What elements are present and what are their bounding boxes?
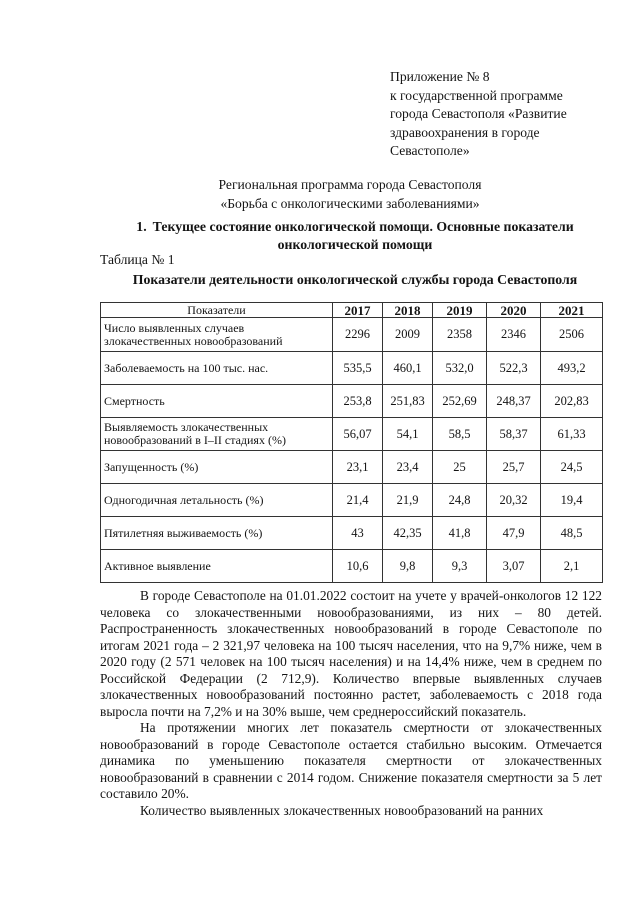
- cell-value: 2346: [487, 318, 541, 352]
- header-year: 2021: [541, 303, 603, 318]
- cell-value: 9,3: [433, 550, 487, 583]
- cell-value: 25: [433, 451, 487, 484]
- cell-value: 248,37: [487, 385, 541, 418]
- section-title: Текущее состояние онкологической помощи. Основные показатели онкологической помощи: [152, 219, 574, 252]
- row-label: Смертность: [101, 385, 333, 418]
- cell-value: 2506: [541, 318, 603, 352]
- cell-value: 23,1: [333, 451, 383, 484]
- cell-value: 41,8: [433, 517, 487, 550]
- table-row: [101, 418, 603, 451]
- row-label: Запущенность (%): [101, 451, 333, 484]
- section-heading: [100, 218, 610, 254]
- cell-value: 2296: [333, 318, 383, 352]
- cell-value: 24,8: [433, 484, 487, 517]
- cell-value: 3,07: [487, 550, 541, 583]
- cell-value: 252,69: [433, 385, 487, 418]
- indicators-table: [100, 302, 603, 583]
- table-header-row: [101, 303, 603, 318]
- table-row: [101, 517, 603, 550]
- paragraph: На протяжении многих лет показатель смертности от злокачественных новообразований в городе Севастополе остается стабильно высоким. Отмечается динамика по уменьшению показателя смертности от злокачественных новообразований в сравнении с 2014 годом. Снижение показателя смертности за 5 лет составило 20%.: [100, 720, 602, 801]
- table-row: [101, 484, 603, 517]
- header-year: 2019: [433, 303, 487, 318]
- table-number: Таблица № 1: [100, 252, 175, 267]
- cell-value: 42,35: [383, 517, 433, 550]
- header-year: 2017: [333, 303, 383, 318]
- appendix-line: к государственной программе: [390, 87, 563, 103]
- cell-value: 535,5: [333, 352, 383, 385]
- cell-value: 20,32: [487, 484, 541, 517]
- cell-value: 58,37: [487, 418, 541, 451]
- cell-value: 251,83: [383, 385, 433, 418]
- section-number: 1.: [136, 219, 147, 234]
- cell-value: 48,5: [541, 517, 603, 550]
- appendix-line: здравоохранения в городе: [390, 124, 540, 140]
- cell-value: 23,4: [383, 451, 433, 484]
- cell-value: 493,2: [541, 352, 603, 385]
- row-label: Выявляемость злокачественных новообразований в I–II стадиях (%): [101, 418, 333, 451]
- cell-value: 532,0: [433, 352, 487, 385]
- cell-value: 21,4: [333, 484, 383, 517]
- program-title: [100, 176, 600, 213]
- cell-value: 24,5: [541, 451, 603, 484]
- row-label: Активное выявление: [101, 550, 333, 583]
- cell-value: 253,8: [333, 385, 383, 418]
- table-row: [101, 451, 603, 484]
- program-title-line2: «Борьба с онкологическими заболеваниями»: [220, 195, 480, 211]
- appendix-block: [390, 68, 620, 161]
- cell-value: 56,07: [333, 418, 383, 451]
- table-title: Показатели деятельности онкологической службы города Севастополя: [132, 272, 578, 287]
- cell-value: 21,9: [383, 484, 433, 517]
- header-year: 2020: [487, 303, 541, 318]
- header-indicators: Показатели: [101, 303, 333, 318]
- cell-value: 43: [333, 517, 383, 550]
- cell-value: 2009: [383, 318, 433, 352]
- body-text: [100, 588, 602, 819]
- appendix-line: города Севастополя «Развитие: [390, 106, 567, 121]
- cell-value: 2,1: [541, 550, 603, 583]
- cell-value: 61,33: [541, 418, 603, 451]
- cell-value: 2358: [433, 318, 487, 352]
- appendix-line: Севастополе»: [390, 143, 470, 158]
- cell-value: 10,6: [333, 550, 383, 583]
- cell-value: 58,5: [433, 418, 487, 451]
- table-row: [101, 318, 603, 352]
- row-label: Пятилетняя выживаемость (%): [101, 517, 333, 550]
- cell-value: 54,1: [383, 418, 433, 451]
- table-row: [101, 352, 603, 385]
- cell-value: 47,9: [487, 517, 541, 550]
- cell-value: 202,83: [541, 385, 603, 418]
- paragraph: В городе Севастополе на 01.01.2022 состоит на учете у врачей-онкологов 12 122 человека со злокачественными новообразованиями, из них – 80 детей. Распространенность злокачественных новообразований в городе Севастополе по итогам 2021 года – 2 321,97 человека на 100 тысяч населения, что на 9,7% ниже, чем в 2020 году (2 571 человек на 100 тысяч населения) и на 14,4% ниже, чем в среднем по Российской Федерации (2 712,9). Количество впервые выявленных случаев злокачественных новообразований постоянно растет, заболеваемость с 2018 года выросла почти на 7,2% и на 30% выше, чем среднероссийский показатель.: [100, 588, 602, 719]
- cell-value: 19,4: [541, 484, 603, 517]
- cell-value: 460,1: [383, 352, 433, 385]
- row-label: Одногодичная летальность (%): [101, 484, 333, 517]
- header-year: 2018: [383, 303, 433, 318]
- cell-value: 9,8: [383, 550, 433, 583]
- row-label: Число выявленных случаев злокачественных новообразований: [101, 318, 333, 352]
- program-title-line1: Региональная программа города Севастополя: [218, 177, 482, 192]
- cell-value: 25,7: [487, 451, 541, 484]
- row-label: Заболеваемость на 100 тыс. нас.: [101, 352, 333, 385]
- paragraph: Количество выявленных злокачественных новообразований на ранних: [140, 802, 544, 818]
- table-row: [101, 385, 603, 418]
- appendix-line: Приложение № 8: [390, 69, 490, 84]
- table-row: [101, 550, 603, 583]
- cell-value: 522,3: [487, 352, 541, 385]
